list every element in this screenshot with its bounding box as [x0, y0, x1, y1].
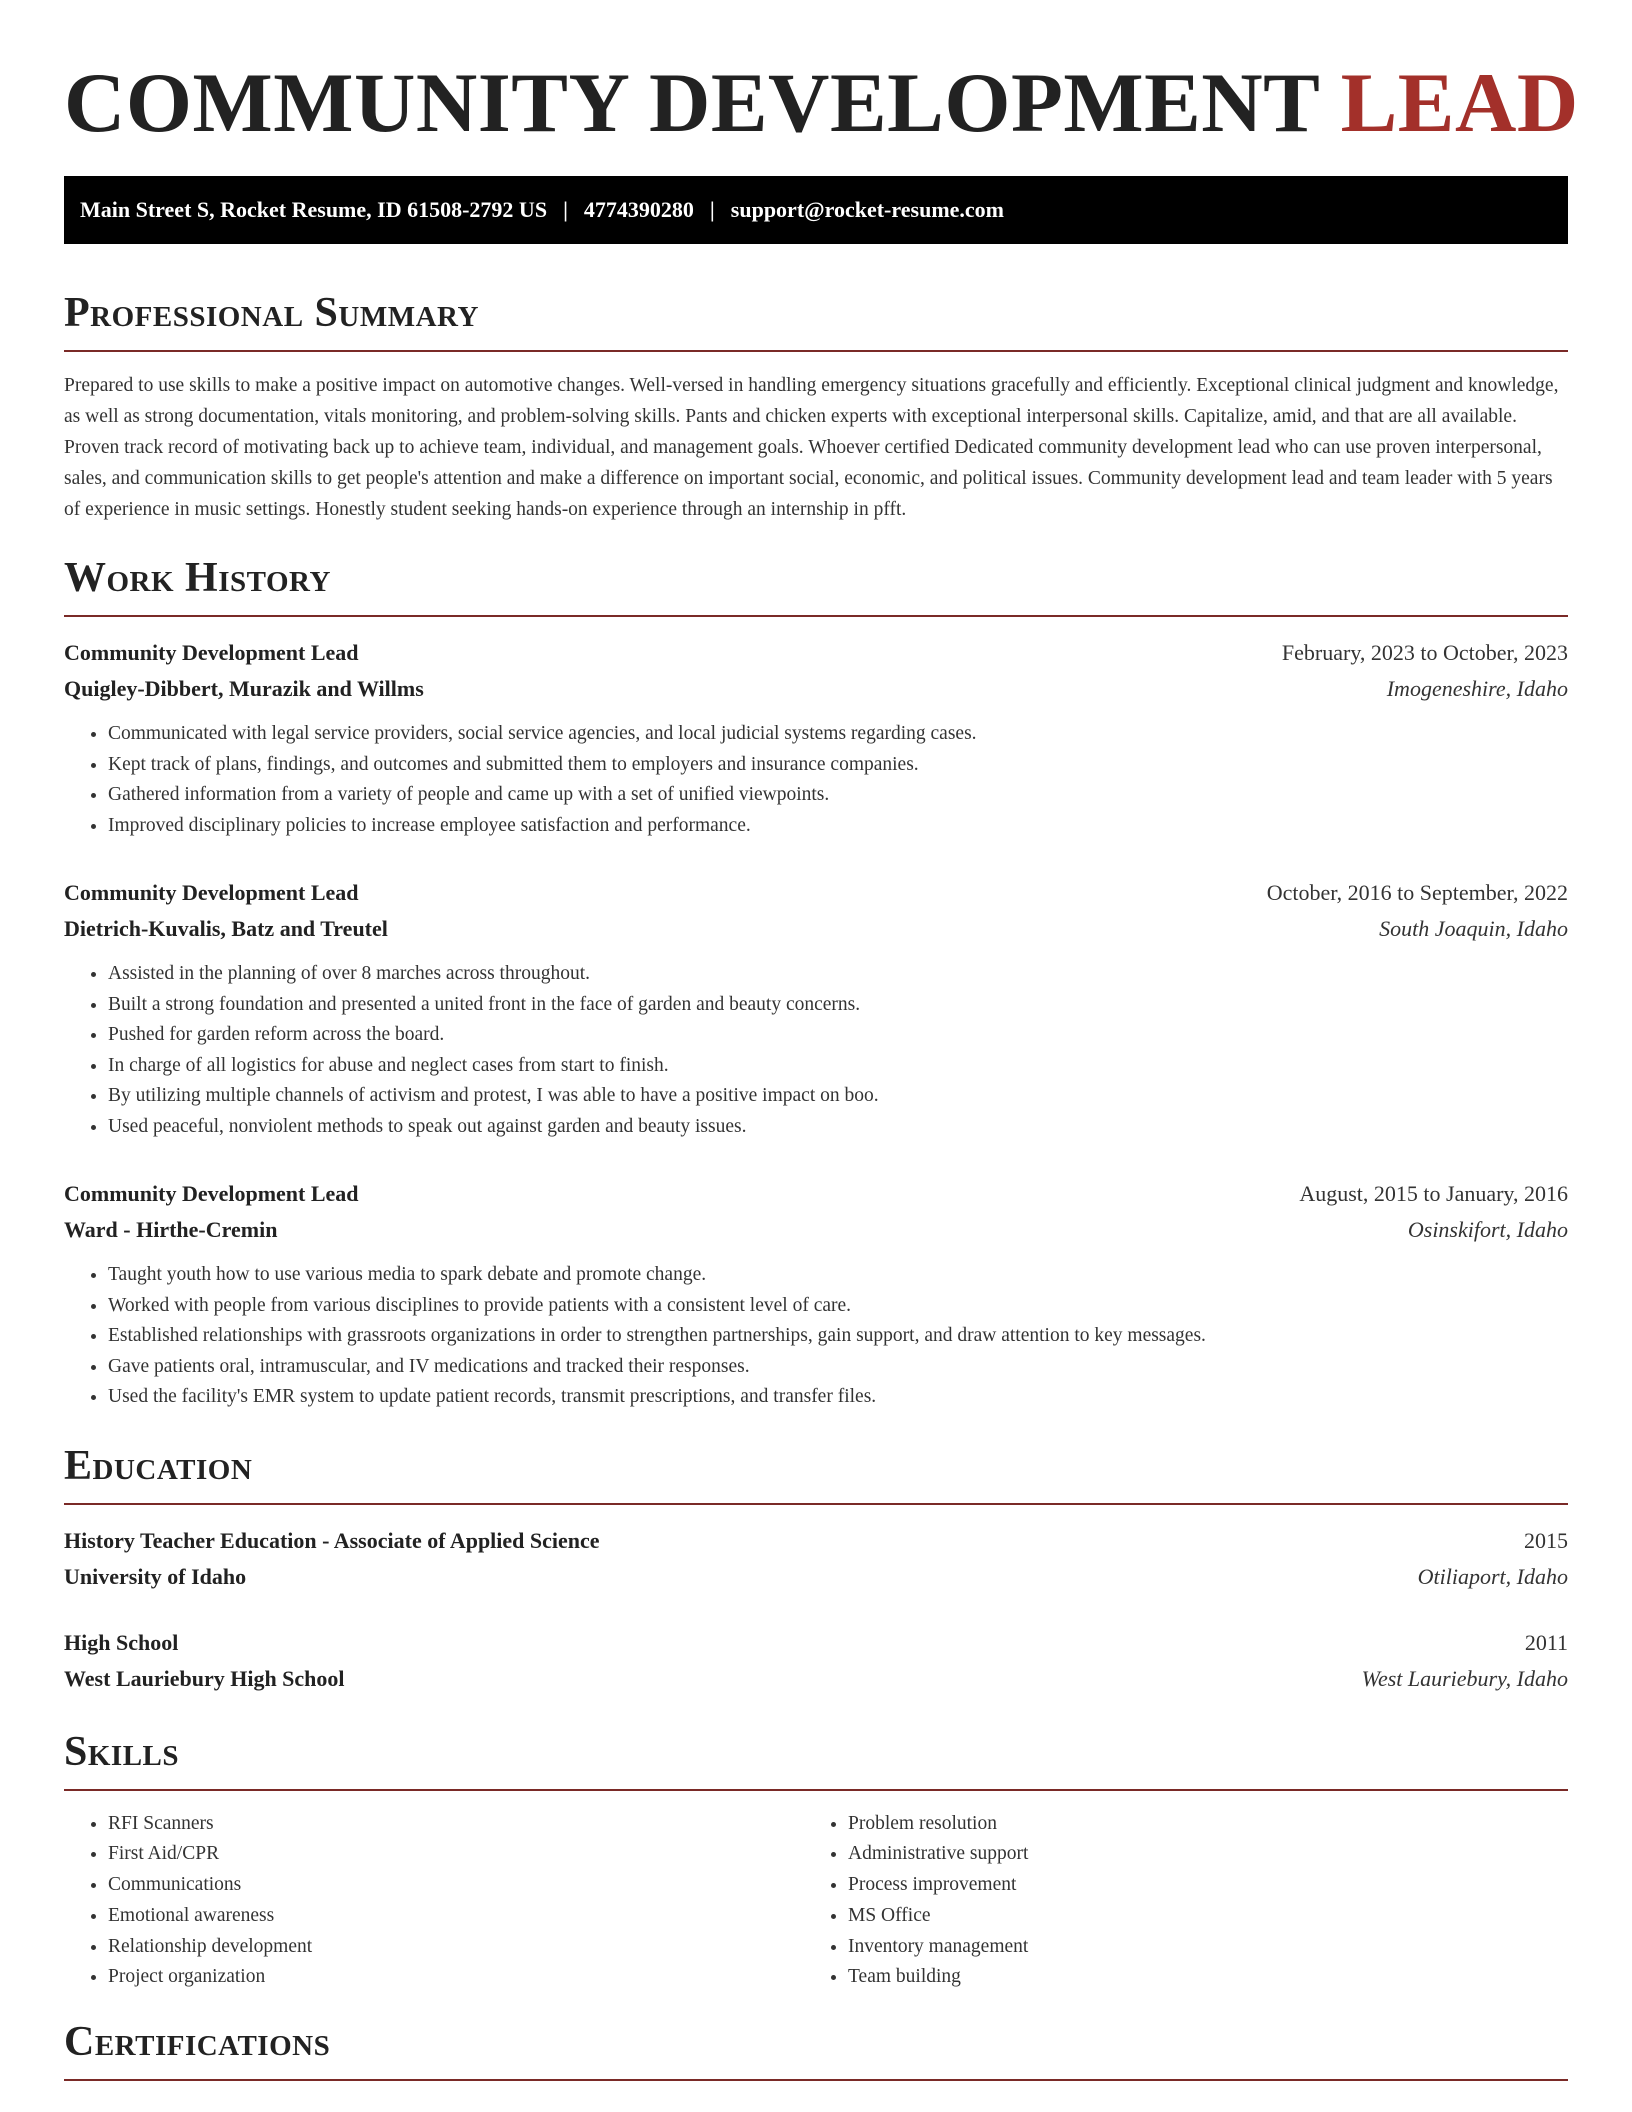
job-entry: [64, 875, 1568, 1142]
education-degree: History Teacher Education - Associate of Applied Science: [64, 1527, 600, 1553]
job-bullet: • Built a strong foundation and presented a united front in the face of garden and beauty concerns.: [108, 990, 1568, 1021]
education-school-row: [64, 1559, 1568, 1595]
contact-separator: |: [563, 197, 568, 222]
skill-item: • Process improvement: [848, 1870, 1544, 1901]
job-bullet: • Gave patients oral, intramuscular, and IV medications and tracked their responses.: [108, 1352, 1568, 1383]
job-location: Imogeneshire, Idaho: [1386, 676, 1568, 701]
skill-item: • Relationship development: [108, 1932, 804, 1963]
education-location: Otiliaport, Idaho: [1417, 1563, 1568, 1589]
skill-item: • Communications: [108, 1870, 804, 1901]
education-entry: [64, 1625, 1568, 1697]
education-school: University of Idaho: [64, 1563, 247, 1589]
contact-address: Main Street S, Rocket Resume, ID 61508-2792 US: [80, 197, 548, 222]
education-school: West Lauriebury High School: [64, 1665, 345, 1691]
certifications-heading: Certifications: [64, 2017, 1568, 2081]
certifications-section: [64, 2017, 1568, 2081]
job-company: Quigley-Dibbert, Murazik and Willms: [64, 676, 424, 701]
resume-title: [64, 56, 1579, 150]
job-header-row: [64, 875, 1568, 911]
summary-heading: Professional Summary: [64, 288, 1568, 352]
skills-column-right: [804, 1809, 1544, 1994]
job-title: Community Development Lead: [64, 1181, 359, 1206]
job-bullets: [64, 959, 1568, 1142]
job-header-row: [64, 1176, 1568, 1212]
job-dates: August, 2015 to January, 2016: [1299, 1181, 1568, 1206]
summary-section: [64, 288, 1568, 525]
skills-column-left: [64, 1809, 804, 1994]
job-bullet: • Used peaceful, nonviolent methods to speak out against garden and beauty issues.: [108, 1112, 1568, 1143]
contact-email: support@rocket-resume.com: [730, 197, 1004, 222]
skill-item: • RFI Scanners: [108, 1809, 804, 1840]
summary-text: Prepared to use skills to make a positive impact on automotive changes. Well-versed in handling emergency situations gracefully and efficiently. Exceptional clinical judgment and knowledge, as well as strong documentation, vitals monitoring, and problem-solving skills. Pants and chicken experts with exceptional interpersonal skills. Capitalize, amid, and that are all available. Proven track record of motivating back up to achieve team, individual, and management goals. Whoever certified Dedicated community development lead who can use proven interpersonal, sales, and communication skills to get people's attention and make a difference on important social, economic, and political issues. Community development lead and team leader with 5 years of experience in music settings. Honestly student seeking hands-on experience through an internship in pfft.: [64, 375, 1559, 520]
job-bullet: • Worked with people from various disciplines to provide patients with a consistent level of care.: [108, 1291, 1568, 1322]
title-accent: LEAD: [1340, 56, 1579, 150]
skill-item: • Problem resolution: [848, 1809, 1544, 1840]
education-location: West Lauriebury, Idaho: [1361, 1665, 1568, 1691]
contact-separator: |: [709, 197, 715, 222]
job-header-row: [64, 635, 1568, 671]
contact-bar: [64, 176, 1568, 244]
job-bullet: • Used the facility's EMR system to update patient records, transmit prescriptions, and transfer files.: [108, 1382, 1568, 1413]
job-company: Ward - Hirthe-Cremin: [64, 1217, 278, 1242]
education-year: 2011: [1524, 1629, 1568, 1655]
skills-grid: [64, 1809, 1568, 1994]
skill-item: • Emotional awareness: [108, 1901, 804, 1932]
education-heading: Education: [64, 1441, 1568, 1505]
education-year: 2015: [1524, 1527, 1568, 1553]
job-bullet: • Improved disciplinary policies to increase employee satisfaction and performance.: [108, 811, 1568, 842]
contact-phone: 4774390280: [583, 197, 694, 222]
job-bullet: • Taught youth how to use various media to spark debate and promote change.: [108, 1260, 1568, 1291]
education-section: [64, 1441, 1568, 1697]
job-bullet: • Kept track of plans, findings, and outcomes and submitted them to employers and insurance companies.: [108, 750, 1568, 781]
skill-item: • Team building: [848, 1962, 1544, 1993]
job-bullets: [64, 719, 1568, 841]
job-company-row: [64, 1212, 1568, 1248]
education-entry: [64, 1523, 1568, 1595]
education-school-row: [64, 1661, 1568, 1697]
job-dates: October, 2016 to September, 2022: [1266, 880, 1568, 905]
job-bullet: • Communicated with legal service providers, social service agencies, and local judicial systems regarding cases.: [108, 719, 1568, 750]
job-bullet: • Pushed for garden reform across the board.: [108, 1020, 1568, 1051]
skills-section: [64, 1727, 1568, 1994]
job-company-row: [64, 911, 1568, 947]
skill-item: • Administrative support: [848, 1839, 1544, 1870]
job-title: Community Development Lead: [64, 640, 359, 665]
education-degree: High School: [64, 1629, 179, 1655]
job-bullets: [64, 1260, 1568, 1413]
job-bullet: • Established relationships with grassroots organizations in order to strengthen partnerships, gain support, and draw attention to key messages.: [108, 1321, 1568, 1352]
skill-item: • Inventory management: [848, 1932, 1544, 1963]
skill-item: • Project organization: [108, 1962, 804, 1993]
job-bullet: • In charge of all logistics for abuse and neglect cases from start to finish.: [108, 1051, 1568, 1082]
skill-item: • First Aid/CPR: [108, 1839, 804, 1870]
job-bullet: • Gathered information from a variety of people and came up with a set of unified viewpoints.: [108, 780, 1568, 811]
skill-item: • MS Office: [848, 1901, 1544, 1932]
job-dates: February, 2023 to October, 2023: [1281, 640, 1568, 665]
work-history-heading: Work History: [64, 553, 1568, 617]
job-location: Osinskifort, Idaho: [1407, 1217, 1568, 1242]
title-main: COMMUNITY DEVELOPMENT: [64, 56, 1319, 150]
job-bullet: • By utilizing multiple channels of activism and protest, I was able to have a positive impact on boo.: [108, 1081, 1568, 1112]
skills-heading: Skills: [64, 1727, 1568, 1791]
education-degree-row: [64, 1625, 1568, 1661]
job-title: Community Development Lead: [64, 880, 359, 905]
job-entry: [64, 635, 1568, 841]
job-bullet: • Assisted in the planning of over 8 marches across throughout.: [108, 959, 1568, 990]
job-entry: [64, 1176, 1568, 1413]
education-degree-row: [64, 1523, 1568, 1559]
job-company: Dietrich-Kuvalis, Batz and Treutel: [64, 916, 388, 941]
job-location: South Joaquin, Idaho: [1379, 916, 1568, 941]
work-history-section: [64, 553, 1568, 1413]
job-company-row: [64, 671, 1568, 707]
